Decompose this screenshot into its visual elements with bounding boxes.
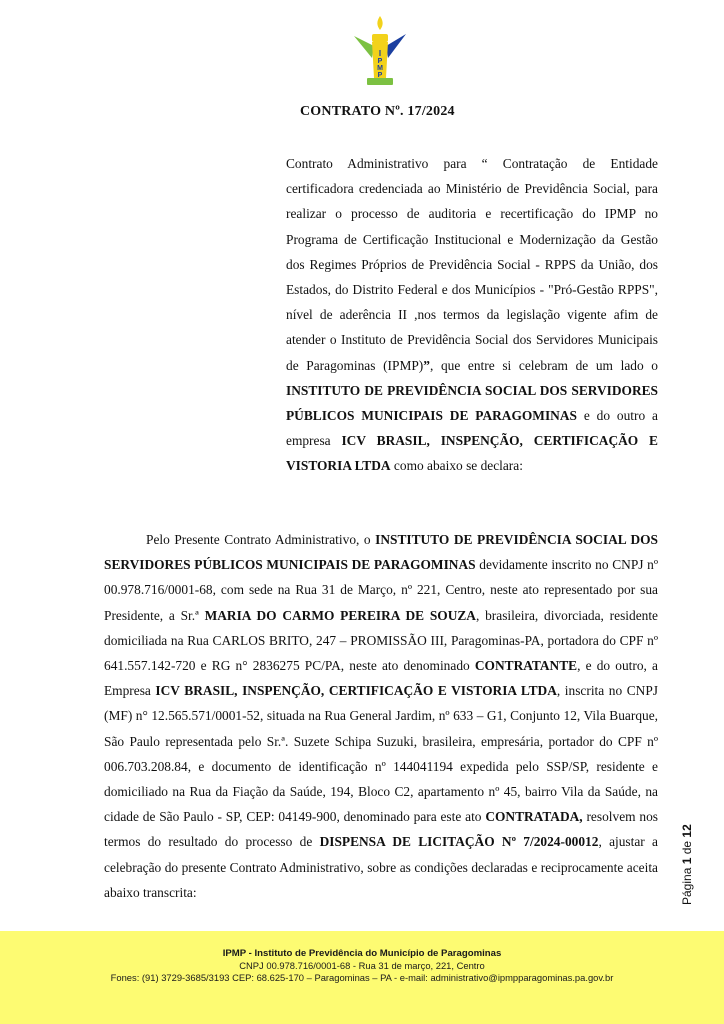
contract-summary (286, 151, 658, 479)
contract-body-paragraph (104, 527, 658, 905)
body-company-name: ICV BRASIL, INSPENÇÃO, CERTIFICAÇÃO E VISTORIA LTDA (155, 683, 557, 699)
svg-text:I: I (378, 49, 382, 58)
footer-address: CNPJ 00.978.716/0001-68 - Rua 31 de março, 221, Centro (239, 960, 485, 971)
body-text: Pelo Presente Contrato Administrativo, o (146, 532, 376, 547)
body-institute-name: INSTITUTO DE PREVIDÊNCIA SOCIAL DOS SERVIDORES PÚBLICOS MUNICIPAIS DE PARAGOMINAS (104, 532, 659, 573)
body-contratada-label: CONTRATADA, (485, 809, 583, 825)
summary-quote-close: ” (423, 357, 430, 373)
body-text: devidamente inscrito no CNPJ nº 00.978.716/0001-68, com sede na Rua 31 de Março, nº 221, Centro, neste ato representado por sua Presidente, a Sr.ª (104, 557, 658, 623)
body-text: , e do outro, a Empresa (104, 658, 658, 699)
body-contratante-label: CONTRATANTE (474, 658, 578, 674)
page-number-total: 12 (680, 824, 694, 838)
ipmp-logo (350, 12, 410, 92)
footer-contact: Fones: (91) 3729-3685/3193 CEP: 68.625-170 – Paragominas – PA - e-mail: administrativo@ipmpparagominas.pa.gov.br (110, 972, 614, 983)
contract-title: CONTRATO Nº. 17/2024 (300, 104, 455, 119)
summary-text: e do outro a empresa (286, 408, 659, 449)
summary-text: , que entre si celebram de um lado o (429, 357, 658, 373)
body-text: , brasileira, divorciada, residente domiciliada na Rua CARLOS BRITO, 247 – PROMISSÃO III, Paragominas-PA, portadora do CPF nº 641.557.142-720 e RG n° 2836275 PC/PA, neste ato denominado (104, 607, 658, 674)
body-text: , inscrita no CNPJ (MF) n° 12.565.571/0001-52, situada na Rua General Jardim, nº 633 – G1, Conjunto 12, Vila Buarque, São Paulo representada pelo Sr.ª. Suzete Schipa Suzuki, brasileira, empresária, portador do CPF nº 006.703.208.84, e documento de identificação nº 144041194 expedida pelo SSP/SP, residente e domiciliado na Rua da Fiação da Saúde, 194, Bloco C2, apartamento nº 45, bairro Vila da Saúde, na cidade de São Paulo - SP, CEP: 04149-900, denominado para este ato (104, 683, 658, 825)
ipmp-logo-icon (350, 12, 410, 92)
svg-text:P: P (377, 58, 383, 65)
body-president-name: MARIA DO CARMO PEREIRA DE SOUZA (204, 607, 476, 623)
svg-text:P: P (377, 72, 383, 79)
footer-institute-name: IPMP - Instituto de Previdência do Município de Paragominas (222, 948, 502, 959)
body-text: resolvem nos termos do resultado do processo de (104, 809, 658, 850)
summary-party-contratante: INSTITUTO DE PREVIDÊNCIA SOCIAL DOS SERVIDORES PÚBLICOS MUNICIPAIS DE PARAGOMINAS (286, 382, 658, 424)
body-dispensa-label: DISPENSA DE LICITAÇÃO Nº 7/2024-00012 (319, 834, 599, 850)
summary-text: Contrato Administrativo para “ Contratação de Entidade certificadora credenciada ao Ministério de Previdência Social, para realizar o processo de auditoria e recertificação do IPMP no Programa de Certificação Institucional e Modernização da Gestão dos Regimes Próprios de Previdência Social - RPPS da União, dos Estados, do Distrito Federal e dos Municípios - "Pró-Gestão RPPS", nível de aderência II ,nos termos da legislação vigente afim de atender o Instituto de Previdência Social dos Servidores Municipais de Paragominas (IPMP) (286, 156, 658, 373)
page-number-middle: de (680, 837, 694, 858)
page-number-prefix: Página (680, 864, 694, 905)
svg-text:M: M (377, 65, 383, 72)
summary-text: como abaixo se declara: (390, 458, 523, 474)
page-number-current: 1 (680, 857, 694, 865)
body-text: , ajustar a celebração do presente Contrato Administrativo, sobre as condições declaradas e reciprocamente aceita abaixo transcrita: (104, 834, 659, 900)
page-footer (0, 931, 724, 1024)
summary-party-contratada: ICV BRASIL, INSPENÇÃO, CERTIFICAÇÃO E VISTORIA LTDA (286, 433, 658, 474)
page-number (680, 824, 702, 905)
